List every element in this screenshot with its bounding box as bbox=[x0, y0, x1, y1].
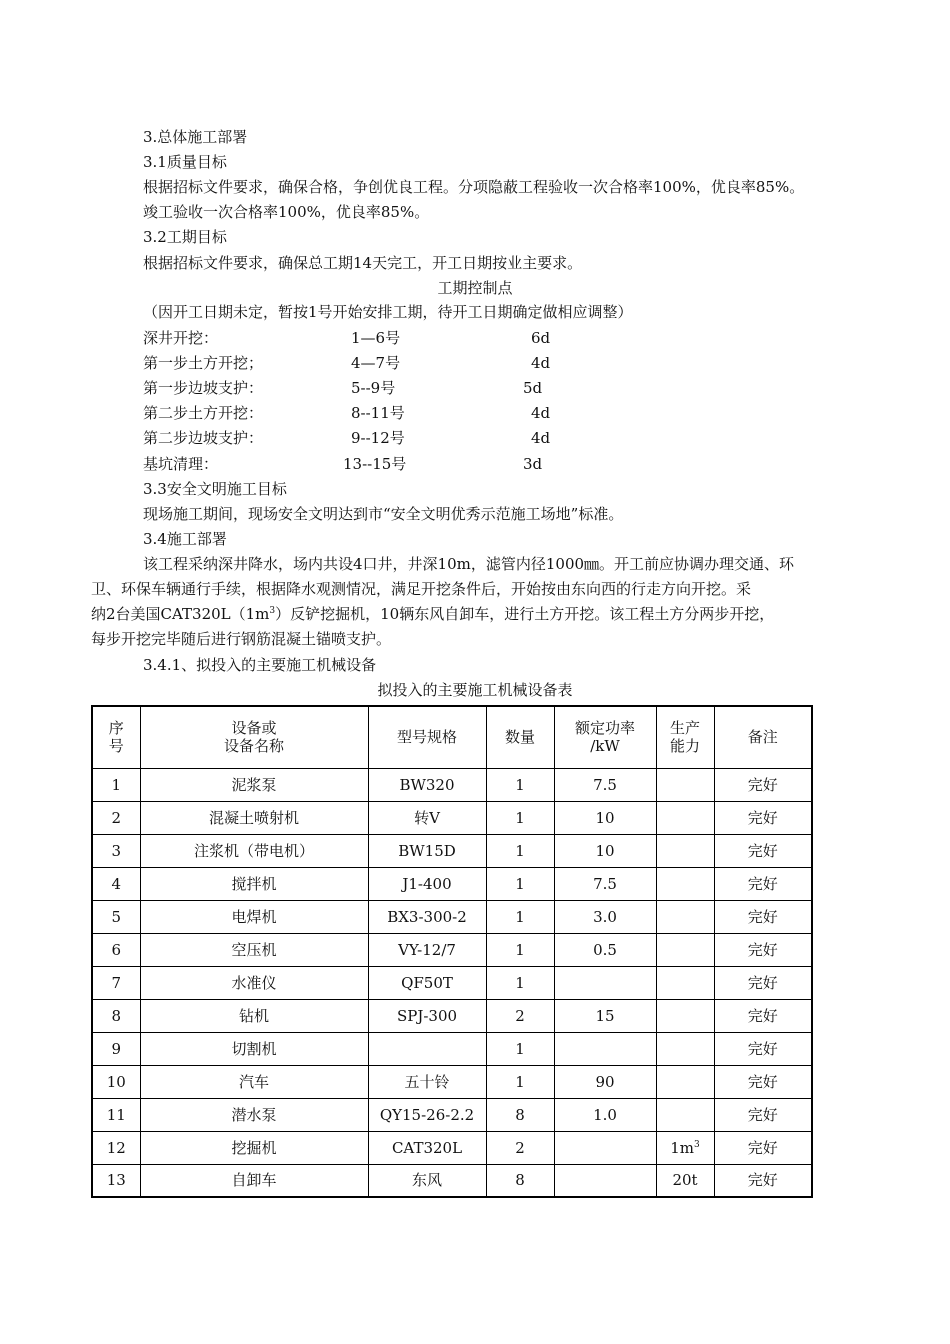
cell-power bbox=[554, 1032, 656, 1065]
cell-no: 6 bbox=[92, 933, 140, 966]
para-3-4-line3 bbox=[91, 604, 774, 624]
cell-capacity bbox=[656, 867, 714, 900]
cell-name: 搅拌机 bbox=[140, 867, 368, 900]
cell-remark: 完好 bbox=[714, 1131, 812, 1164]
cell-qty: 1 bbox=[486, 834, 554, 867]
cell-capacity bbox=[656, 999, 714, 1032]
cell-remark: 完好 bbox=[714, 768, 812, 801]
cell-name: 空压机 bbox=[140, 933, 368, 966]
superscript: 3 bbox=[269, 606, 276, 616]
cell-model bbox=[368, 1032, 486, 1065]
cell-remark: 完好 bbox=[714, 801, 812, 834]
cell-power: 1.0 bbox=[554, 1098, 656, 1131]
col-header-name: 设备或 设备名称 bbox=[140, 706, 368, 768]
cell-no: 10 bbox=[92, 1065, 140, 1098]
col-header-model: 型号规格 bbox=[368, 706, 486, 768]
table-row bbox=[92, 1032, 812, 1065]
cell-name: 挖掘机 bbox=[140, 1131, 368, 1164]
cell-capacity bbox=[656, 966, 714, 999]
table-row bbox=[92, 966, 812, 999]
para-3-4-line3-b: ）反铲挖掘机，10辆东风自卸车，进行土方开挖。该工程土方分两步开挖， bbox=[275, 605, 775, 623]
cell-model: 转V bbox=[368, 801, 486, 834]
cell-model: QY15-26-2.2 bbox=[368, 1098, 486, 1131]
cell-qty: 8 bbox=[486, 1164, 554, 1197]
para-3-4-line1: 该工程采纳深井降水，场内共设4口井，井深10m，滤管内径1000㎜。开工前应协调办理交通、环 bbox=[143, 555, 795, 573]
schedule-duration: 4d bbox=[531, 404, 551, 422]
cell-power bbox=[554, 966, 656, 999]
schedule-task: 深井开挖： bbox=[143, 329, 219, 347]
cell-model: VY-12/7 bbox=[368, 933, 486, 966]
cell-model: BX3-300-2 bbox=[368, 900, 486, 933]
table-row bbox=[92, 1164, 812, 1197]
cell-no: 13 bbox=[92, 1164, 140, 1197]
cell-no: 8 bbox=[92, 999, 140, 1032]
cell-power bbox=[554, 1164, 656, 1197]
cell-capacity bbox=[656, 933, 714, 966]
schedule-task: 第一步土方开挖； bbox=[143, 354, 264, 372]
cell-no: 5 bbox=[92, 900, 140, 933]
cell-remark: 完好 bbox=[714, 1065, 812, 1098]
schedule-note: （因开工日期未定，暂按1号开始安排工期，待开工日期确定做相应调整） bbox=[143, 303, 633, 321]
cell-power: 90 bbox=[554, 1065, 656, 1098]
cell-name: 钻机 bbox=[140, 999, 368, 1032]
table-row bbox=[92, 900, 812, 933]
cell-remark: 完好 bbox=[714, 867, 812, 900]
cell-no: 7 bbox=[92, 966, 140, 999]
schedule-days: 13--15号 bbox=[343, 455, 407, 473]
schedule-task: 第二步边坡支护： bbox=[143, 429, 264, 447]
schedule-title: 工期控制点 bbox=[437, 279, 513, 297]
cell-capacity: 20t bbox=[656, 1164, 714, 1197]
cell-remark: 完好 bbox=[714, 999, 812, 1032]
heading-3-1: 3.1质量目标 bbox=[143, 153, 227, 171]
schedule-days: 1—6号 bbox=[351, 329, 401, 347]
heading-3-4: 3.4施工部署 bbox=[143, 530, 227, 548]
para-3-4-line3-a: 纳2台美国CAT320L（1m bbox=[91, 605, 270, 623]
heading-3-3: 3.3安全文明施工目标 bbox=[143, 480, 287, 498]
table-row bbox=[92, 768, 812, 801]
para-3-4-line4: 每步开挖完毕随后进行钢筋混凝土锚喷支护。 bbox=[91, 630, 392, 648]
schedule-days: 5--9号 bbox=[351, 379, 396, 397]
cell-name: 汽车 bbox=[140, 1065, 368, 1098]
table-row bbox=[92, 801, 812, 834]
cell-model: BW320 bbox=[368, 768, 486, 801]
cell-no: 4 bbox=[92, 867, 140, 900]
cell-power: 0.5 bbox=[554, 933, 656, 966]
cell-qty: 1 bbox=[486, 933, 554, 966]
cell-qty: 1 bbox=[486, 1032, 554, 1065]
col-header-qty: 数量 bbox=[486, 706, 554, 768]
cell-power: 7.5 bbox=[554, 867, 656, 900]
schedule-duration: 6d bbox=[531, 329, 551, 347]
cell-qty: 1 bbox=[486, 966, 554, 999]
para-3-3: 现场施工期间，现场安全文明达到市“安全文明优秀示范施工场地”标准。 bbox=[143, 505, 624, 523]
cell-qty: 1 bbox=[486, 801, 554, 834]
heading-3: 3.总体施工部署 bbox=[143, 128, 248, 146]
cell-capacity bbox=[656, 801, 714, 834]
cell-no: 1 bbox=[92, 768, 140, 801]
cell-name: 泥浆泵 bbox=[140, 768, 368, 801]
cell-qty: 2 bbox=[486, 1131, 554, 1164]
table-row bbox=[92, 999, 812, 1032]
cell-no: 2 bbox=[92, 801, 140, 834]
para-3-2: 根据招标文件要求，确保总工期14天完工，开工日期按业主要求。 bbox=[143, 254, 583, 272]
cell-name: 自卸车 bbox=[140, 1164, 368, 1197]
schedule-days: 9--12号 bbox=[351, 429, 405, 447]
schedule-task: 基坑清理： bbox=[143, 455, 219, 473]
para-3-4-line2: 卫、环保车辆通行手续，根据降水观测情况，满足开挖条件后，开始按由东向西的行走方向开挖。采 bbox=[91, 580, 752, 598]
cell-qty: 1 bbox=[486, 867, 554, 900]
table-row bbox=[92, 1098, 812, 1131]
cell-name: 电焊机 bbox=[140, 900, 368, 933]
cell-model: BW15D bbox=[368, 834, 486, 867]
cell-remark: 完好 bbox=[714, 966, 812, 999]
table-header-row bbox=[92, 706, 812, 768]
cell-name: 水准仪 bbox=[140, 966, 368, 999]
cell-model: J1-400 bbox=[368, 867, 486, 900]
cell-model: QF50T bbox=[368, 966, 486, 999]
cell-name: 切割机 bbox=[140, 1032, 368, 1065]
cell-remark: 完好 bbox=[714, 1164, 812, 1197]
cell-name: 潜水泵 bbox=[140, 1098, 368, 1131]
cell-model: 东风 bbox=[368, 1164, 486, 1197]
cell-power: 15 bbox=[554, 999, 656, 1032]
cell-model: SPJ-300 bbox=[368, 999, 486, 1032]
cell-capacity bbox=[656, 900, 714, 933]
para-3-1-a: 根据招标文件要求，确保合格，争创优良工程。分项隐蔽工程验收一次合格率100%，优良率85%。 bbox=[143, 178, 805, 196]
cell-no: 11 bbox=[92, 1098, 140, 1131]
col-header-no: 序 号 bbox=[92, 706, 140, 768]
table-title: 拟投入的主要施工机械设备表 bbox=[377, 681, 573, 699]
cell-remark: 完好 bbox=[714, 1032, 812, 1065]
cell-name: 混凝土喷射机 bbox=[140, 801, 368, 834]
schedule-task: 第二步土方开挖： bbox=[143, 404, 264, 422]
cell-qty: 1 bbox=[486, 900, 554, 933]
superscript: 3 bbox=[694, 1139, 700, 1150]
cell-remark: 完好 bbox=[714, 834, 812, 867]
cell-capacity bbox=[656, 768, 714, 801]
heading-3-2: 3.2工期目标 bbox=[143, 228, 227, 246]
cell-name: 注浆机（带电机） bbox=[140, 834, 368, 867]
table-row bbox=[92, 933, 812, 966]
schedule-duration: 4d bbox=[531, 429, 551, 447]
cell-no: 9 bbox=[92, 1032, 140, 1065]
cell-remark: 完好 bbox=[714, 900, 812, 933]
cell-model: CAT320L bbox=[368, 1131, 486, 1164]
cell-qty: 1 bbox=[486, 1065, 554, 1098]
col-header-capacity: 生产 能力 bbox=[656, 706, 714, 768]
cell-capacity bbox=[656, 834, 714, 867]
cell-power: 7.5 bbox=[554, 768, 656, 801]
cell-capacity bbox=[656, 1098, 714, 1131]
schedule-task: 第一步边坡支护： bbox=[143, 379, 264, 397]
cell-power: 10 bbox=[554, 801, 656, 834]
table-row bbox=[92, 834, 812, 867]
schedule-days: 8--11号 bbox=[351, 404, 405, 422]
cell-remark: 完好 bbox=[714, 1098, 812, 1131]
equipment-table bbox=[91, 705, 813, 1198]
schedule-duration: 5d bbox=[523, 379, 543, 397]
col-header-remark: 备注 bbox=[714, 706, 812, 768]
cell-qty: 2 bbox=[486, 999, 554, 1032]
cell-no: 3 bbox=[92, 834, 140, 867]
cell-qty: 1 bbox=[486, 768, 554, 801]
cell-qty: 8 bbox=[486, 1098, 554, 1131]
heading-3-4-1: 3.4.1、拟投入的主要施工机械设备 bbox=[143, 656, 377, 674]
cell-capacity: $1m^3$ bbox=[656, 1131, 714, 1164]
cell-power: 3.0 bbox=[554, 900, 656, 933]
table-row bbox=[92, 1131, 812, 1164]
cell-power bbox=[554, 1131, 656, 1164]
cell-capacity bbox=[656, 1065, 714, 1098]
cell-capacity bbox=[656, 1032, 714, 1065]
table-row bbox=[92, 867, 812, 900]
cell-power: 10 bbox=[554, 834, 656, 867]
schedule-duration: 3d bbox=[523, 455, 543, 473]
cell-model: 五十铃 bbox=[368, 1065, 486, 1098]
cell-remark: 完好 bbox=[714, 933, 812, 966]
schedule-duration: 4d bbox=[531, 354, 551, 372]
para-3-1-b: 竣工验收一次合格率100%，优良率85%。 bbox=[143, 203, 430, 221]
cell-no: 12 bbox=[92, 1131, 140, 1164]
schedule-days: 4—7号 bbox=[351, 354, 401, 372]
table-row bbox=[92, 1065, 812, 1098]
col-header-power: 额定功率 /kW bbox=[554, 706, 656, 768]
